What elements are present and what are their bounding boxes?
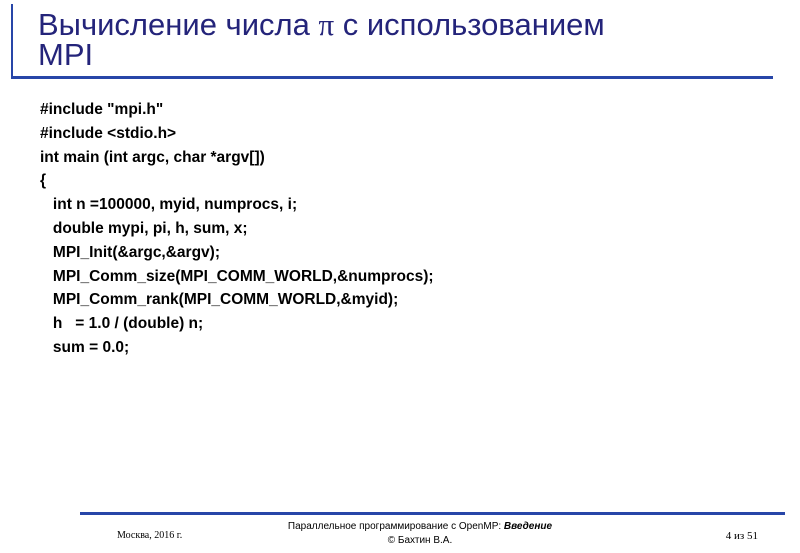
title-text-line2: MPI [38,37,94,72]
code-line: int n =100000, myid, numprocs, i; [40,196,298,214]
footer-location-date: Москва, 2016 г. [117,530,183,541]
code-line: double mypi, pi, h, sum, x; [40,219,248,237]
title-text-part2: с использованием [334,7,605,42]
code-line: h = 1.0 / (double) n; [40,315,204,333]
slide-title [38,7,778,72]
code-line: #include "mpi.h" [40,101,164,118]
footer-course-section: Введение [503,521,553,532]
code-line: sum = 0.0; [40,338,130,356]
code-line: MPI_Init(&argc,&argv); [40,243,220,261]
code-line: { [40,172,47,190]
title-divider [11,76,773,79]
code-block [40,98,434,360]
title-accent-bar [11,4,13,78]
code-line: #include <stdio.h> [40,124,177,142]
title-text-part1: Вычисление числа [38,7,319,42]
pi-symbol: π [318,7,335,42]
code-line: MPI_Comm_size(MPI_COMM_WORLD,&numprocs); [40,267,434,285]
code-line: MPI_Comm_rank(MPI_COMM_WORLD,&myid); [40,291,399,309]
footer-course-info [210,520,630,548]
footer-divider [80,512,785,515]
footer-course-title: Параллельное программирование с OpenMP: [287,521,504,532]
footer-author: © Бахтин В.А. [387,535,453,546]
page-number: 4 из 51 [725,530,758,542]
code-line: int main (int argc, char *argv[]) [40,148,265,166]
